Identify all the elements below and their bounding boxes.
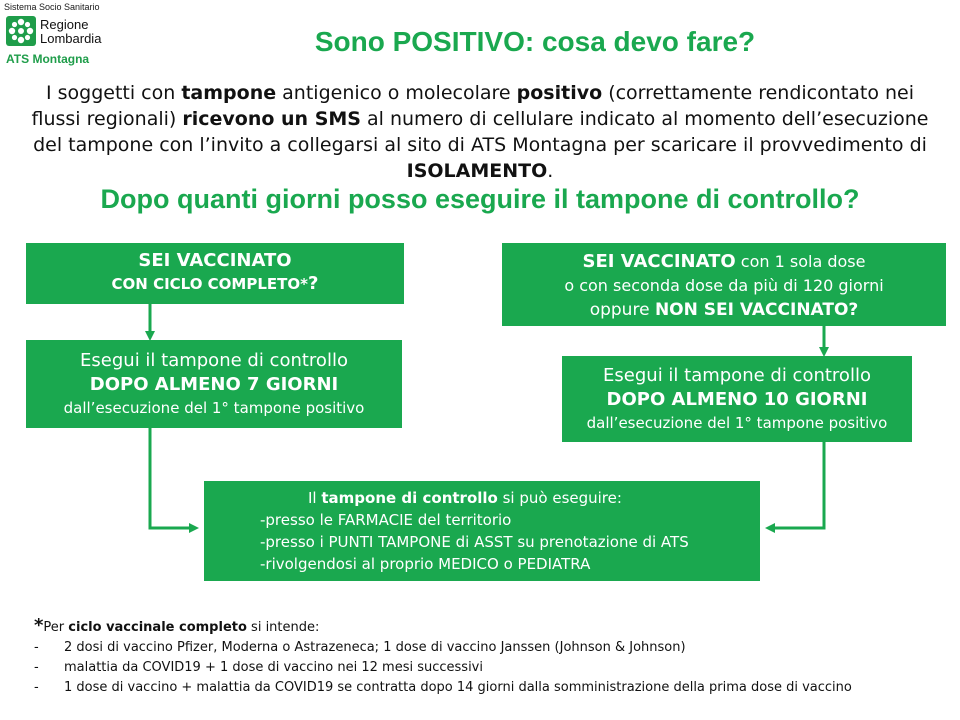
- footnote-heading: [34, 616, 944, 638]
- footnote: [34, 616, 944, 698]
- right-question-bold1: SEI VACCINATO: [582, 251, 736, 272]
- right-answer-line2: DOPO ALMENO 10 GIORNI: [606, 389, 868, 410]
- footnote-item-2-text: malattia da COVID19 + 1 dose di vaccino nei 12 mesi successivi: [64, 660, 483, 675]
- intro-text-3: (correttamente rendicontato nei flussi regionali): [31, 82, 914, 130]
- left-question-line2: CON CICLO COMPLETO*: [111, 275, 308, 293]
- center-text2: si può eseguire:: [497, 489, 622, 507]
- arrow-right-a-to-center: [768, 442, 824, 528]
- footnote-dash-3: -: [34, 680, 39, 695]
- arrow-left-a-to-center: [150, 428, 196, 528]
- page-title: Sono POSITIVO: cosa devo fare?: [314, 26, 756, 57]
- footnote-star: *: [34, 615, 44, 636]
- right-answer-box: [562, 356, 912, 442]
- right-question-text1: con 1 sola dose: [735, 252, 866, 271]
- footnote-dash-1: -: [34, 640, 39, 655]
- intro-text-4: al numero di cellulare indicato al momento dell’esecuzione del tampone con l’invito a collegarsi al sito di ATS Montagna per scaricare il provvedimento di: [33, 108, 929, 156]
- intro-text-5: .: [547, 160, 554, 182]
- footnote-item-2: [34, 658, 944, 678]
- control-question: Dopo quanti giorni posso eseguire il tampone di controllo?: [100, 184, 860, 214]
- intro-text-2: antigenico o molecolare: [276, 82, 517, 104]
- center-item-2: -presso i PUNTI TAMPONE di ASST su prenotazione di ATS: [260, 533, 689, 551]
- footnote-dash-2: -: [34, 660, 39, 675]
- footnote-item-3: [34, 678, 944, 698]
- intro-bold-4: ISOLAMENTO: [406, 160, 548, 182]
- footnote-item-1-text: 2 dosi di vaccino Pfizer, Moderna o Astrazeneca; 1 dose di vaccino Janssen (Johnson & Johnson): [64, 640, 686, 655]
- logo-system-text: Sistema Socio Sanitario: [4, 2, 100, 12]
- intro-bold-1: tampone: [181, 82, 277, 104]
- left-question-mark: ?: [308, 273, 319, 294]
- footnote-text1: Per: [43, 620, 69, 635]
- right-question-box: [502, 243, 946, 326]
- center-heading: [204, 487, 760, 509]
- logo-org: ATS Montagna: [6, 52, 90, 66]
- right-question-line2: o con seconda dose da più di 120 giorni: [564, 276, 884, 295]
- logo-region-line2: Lombardia: [40, 31, 102, 46]
- left-answer-line2: DOPO ALMENO 7 GIORNI: [89, 374, 339, 395]
- footnote-item-3-text: 1 dose di vaccino + malattia da COVID19 se contratta dopo 14 giorni dalla somministrazione della prima dose di vaccino: [64, 680, 852, 695]
- left-answer-box: [26, 340, 402, 428]
- intro-bold-2: positivo: [516, 82, 603, 104]
- intro-text-1: I soggetti con: [45, 82, 182, 104]
- footnote-list: [34, 638, 944, 698]
- footnote-item-1: [34, 638, 944, 658]
- center-item-3: -rivolgendosi al proprio MEDICO o PEDIATRA: [260, 555, 591, 573]
- center-item-1: -presso le FARMACIE del territorio: [260, 511, 512, 529]
- right-answer-line3: dall’esecuzione del 1° tampone positivo: [586, 414, 888, 432]
- logo-region-line1: Regione: [40, 17, 89, 32]
- right-question-text3: oppure: [589, 300, 655, 320]
- left-answer-line1: Esegui il tampone di controllo: [80, 350, 348, 371]
- right-answer-line1: Esegui il tampone di controllo: [603, 365, 871, 386]
- footnote-text2: si intende:: [246, 620, 320, 635]
- right-question-bold3: NON SEI VACCINATO?: [654, 300, 859, 320]
- left-question-box: [26, 243, 404, 304]
- footnote-bold1: ciclo vaccinale completo: [68, 620, 247, 635]
- center-bold1: tampone di controllo: [321, 489, 498, 507]
- intro-bold-3: ricevono un SMS: [182, 108, 361, 130]
- right-question-line3: [502, 297, 946, 323]
- left-answer-line3: dall’esecuzione del 1° tampone positivo: [63, 399, 365, 417]
- center-box: [204, 481, 760, 581]
- center-text1: Il: [308, 489, 322, 507]
- right-question-line1: [502, 249, 946, 274]
- left-question-line1: SEI VACCINATO: [138, 250, 292, 271]
- left-question-line2-wrap: [26, 273, 404, 295]
